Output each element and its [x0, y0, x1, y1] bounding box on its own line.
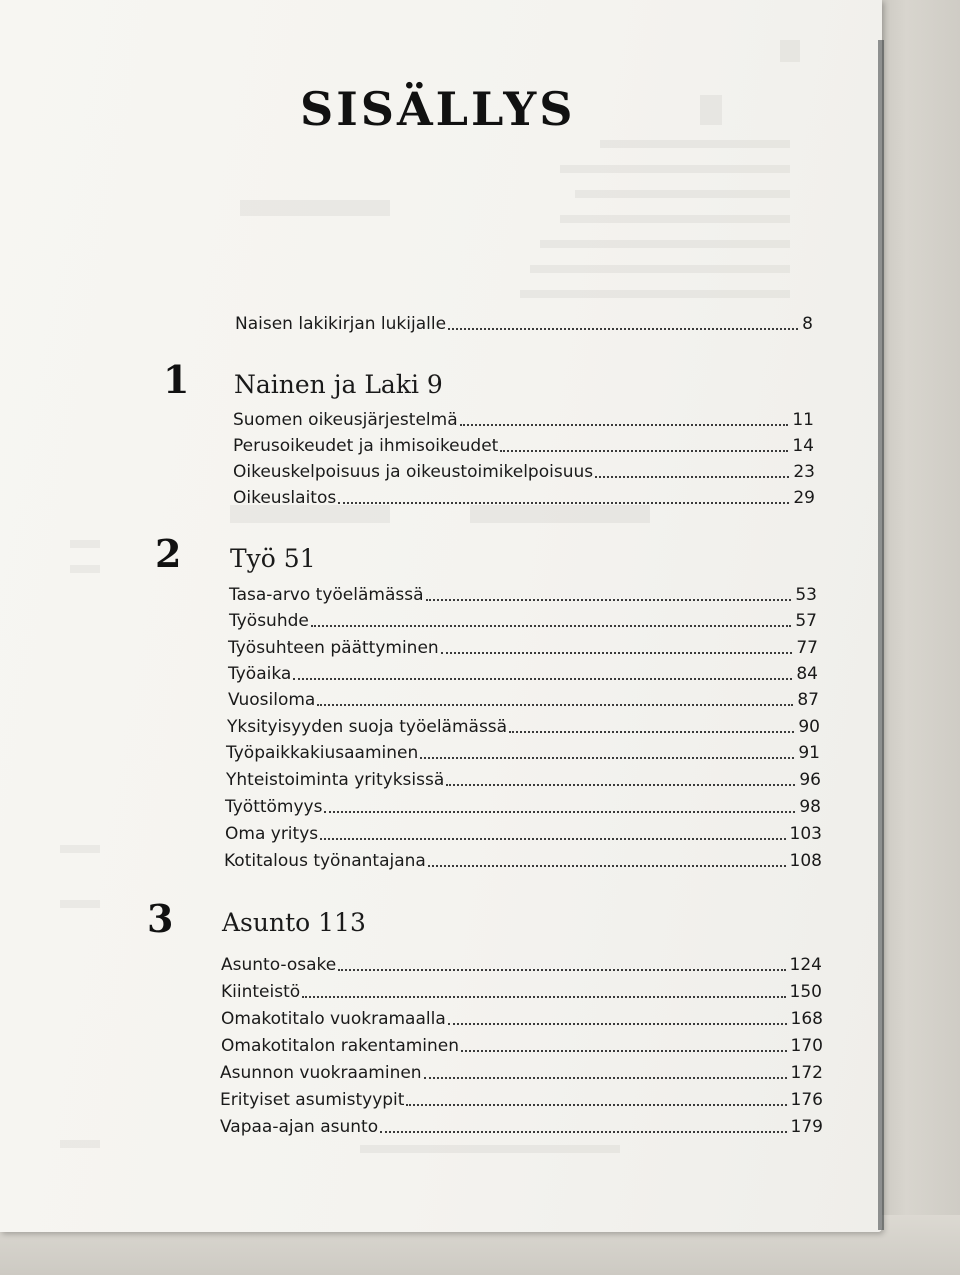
entry-label: Suomen oikeusjärjestelmä [233, 410, 458, 430]
entry-label: Vuosiloma [228, 690, 316, 710]
dot-leader [509, 731, 794, 733]
toc-entry [226, 766, 821, 790]
entry-label: Oikeuskelpoisuus ja oikeustoimikelpoisuus [233, 462, 594, 482]
entry-page-number: 176 [790, 1090, 823, 1110]
dot-leader [428, 865, 786, 867]
dot-leader [426, 599, 792, 601]
dot-leader [338, 969, 785, 971]
entry-page-number: 168 [790, 1009, 823, 1029]
entry-label: Omakotitalon rakentaminen [221, 1036, 460, 1056]
toc-entry [220, 1059, 823, 1083]
toc-entry [225, 793, 821, 817]
chapter-title: Nainen ja Laki 9 [234, 370, 443, 399]
dot-leader [441, 652, 793, 654]
toc-entry [221, 951, 822, 975]
toc-entry [233, 432, 814, 456]
dot-leader [324, 811, 795, 813]
entry-page-number: 77 [796, 638, 818, 658]
dot-leader [338, 502, 789, 504]
entry-page-number: 14 [792, 436, 814, 456]
entry-page-number: 170 [790, 1036, 823, 1056]
entry-label: Kiinteistö [221, 982, 301, 1002]
toc-entry [220, 1086, 823, 1110]
chapter-number: 2 [155, 531, 182, 576]
dot-leader [424, 1077, 787, 1079]
toc-entry [221, 978, 822, 1002]
entry-label: Omakotitalo vuokramaalla [221, 1009, 446, 1029]
dot-leader [420, 757, 794, 759]
chapter-title: Asunto 113 [222, 908, 366, 937]
dot-leader [448, 1023, 787, 1025]
entry-label: Erityiset asumistyypit [220, 1090, 405, 1110]
entry-page-number: 87 [797, 690, 819, 710]
entry-label: Yhteistoiminta yrityksissä [226, 770, 445, 790]
dot-leader [595, 476, 789, 478]
toc-entry [229, 581, 817, 605]
entry-label: Asunto-osake [221, 955, 337, 975]
entry-label: Oikeuslaitos [233, 488, 337, 508]
toc-entry [233, 484, 815, 508]
entry-page-number: 150 [789, 982, 822, 1002]
dot-leader [320, 838, 785, 840]
entry-label: Työsuhteen päättyminen [228, 638, 439, 658]
page-title: SISÄLLYS [300, 82, 576, 136]
toc-entry [227, 713, 820, 737]
dot-leader [461, 1050, 787, 1052]
entry-label: Oma yritys [225, 824, 319, 844]
toc-entry [228, 634, 818, 658]
dot-leader [446, 784, 795, 786]
entry-page-number: 103 [789, 824, 822, 844]
entry-page-number: 29 [793, 488, 815, 508]
entry-page-number: 172 [790, 1063, 823, 1083]
entry-page-number: 91 [798, 743, 820, 763]
entry-page-number: 84 [796, 664, 818, 684]
toc-entry [225, 820, 822, 844]
entry-page-number: 11 [792, 410, 814, 430]
toc-entry [221, 1005, 823, 1029]
dot-leader [448, 328, 798, 330]
dot-leader [311, 625, 792, 627]
toc-entry [224, 847, 822, 871]
entry-page-number: 179 [790, 1117, 823, 1137]
dot-leader [302, 996, 785, 998]
entry-page-number: 90 [798, 717, 820, 737]
entry-page-number: 57 [795, 611, 817, 631]
toc-entry [221, 1032, 823, 1056]
toc-entry [228, 686, 819, 710]
entry-page-number: 108 [789, 851, 822, 871]
dot-leader [380, 1131, 786, 1133]
chapter-number: 1 [163, 357, 190, 402]
dot-leader [406, 1104, 786, 1106]
entry-label: Kotitalous työnantajana [224, 851, 426, 871]
entry-label: Yksityisyyden suoja työelämässä [227, 717, 508, 737]
entry-page-number: 96 [799, 770, 821, 790]
entry-label: Työsuhde [229, 611, 309, 631]
chapter-number: 3 [147, 896, 174, 941]
entry-page-number: 23 [793, 462, 815, 482]
entry-label: Tasa-arvo työelämässä [229, 585, 424, 605]
entry-label: Perusoikeudet ja ihmisoikeudet [233, 436, 499, 456]
entry-page-number: 124 [789, 955, 822, 975]
entry-page-number: 98 [799, 797, 821, 817]
intro-entry [235, 310, 813, 334]
entry-label: Työaika [228, 664, 292, 684]
entry-label: Työttömyys [225, 797, 323, 817]
toc-entry [233, 458, 815, 482]
page-edge [878, 40, 884, 1230]
entry-page-number: 8 [802, 314, 813, 334]
entry-label: Vapaa-ajan asunto [220, 1117, 379, 1137]
dot-leader [293, 678, 792, 680]
toc-entry [220, 1113, 823, 1137]
toc-entry [229, 607, 817, 631]
toc-entry [228, 660, 818, 684]
dot-leader [317, 704, 793, 706]
toc-entry [226, 739, 820, 763]
chapter-title: Työ 51 [230, 544, 316, 573]
entry-page-number: 53 [795, 585, 817, 605]
dot-leader [500, 450, 788, 452]
entry-label: Työpaikkakiusaaminen [226, 743, 419, 763]
entry-label: Asunnon vuokraaminen [220, 1063, 422, 1083]
toc-entry [233, 406, 814, 430]
entry-label: Naisen lakikirjan lukijalle [235, 314, 447, 334]
dot-leader [460, 424, 789, 426]
